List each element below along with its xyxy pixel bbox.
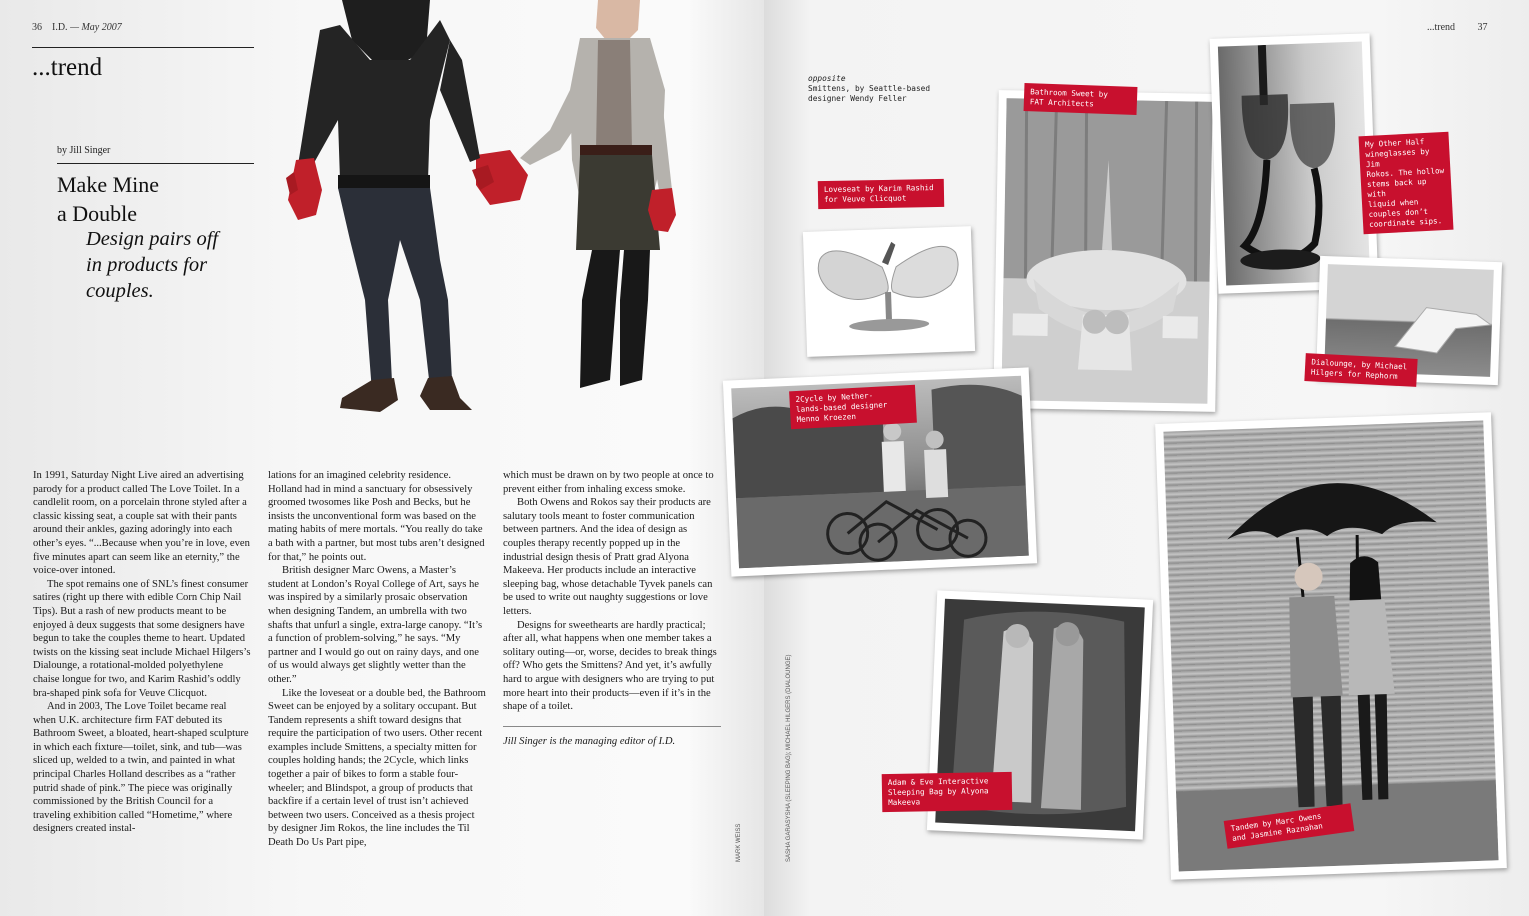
paragraph: The spot remains one of SNL’s finest consumer satires (right up there with edible Corn Chip Nail Tips). But a rash of new products meant to be enjoyed à deux suggests that some designers have begun to take the couples theme to heart. Updated twists on the kissing seat include Michael Hilgers’s Dialounge, a rotational-molded polyethylene chaise longue for two, and Karim Rashid’s oddly bra-shaped pink sofa for Veuve Clicquot. <box>33 578 251 699</box>
section-rule <box>32 47 254 48</box>
author-note: Jill Singer is the managing editor of I.D. <box>503 726 721 749</box>
paragraph: British designer Marc Owens, a Master’s student at London’s Royal College of Art, says he was inspired by a similarly prosaic observation when designing Tandem, an umbrella with two shafts that unfurl a single, extra-large canopy. “It’s a function of problem-solving,” he says. “My partner and I would go out on rainy days, and one of us would always get slightly wetter than the other.” <box>268 565 483 685</box>
opposite-text: Smittens, by Seattle-based designer Wendy Feller <box>808 84 931 103</box>
photo-credit-right: SASHA GARASYSHA (SLEEPING BAG); MICHAEL HILGERS (DIALOUNGE) <box>786 654 792 862</box>
article-column-3 <box>503 469 721 748</box>
right-section: ...trend <box>1427 22 1456 33</box>
headline-line-2: a Double <box>57 201 138 226</box>
opposite-caption <box>808 74 948 104</box>
tandem-caption: Tandem by Marc Owens and Jasmine Raznahan <box>1224 803 1355 849</box>
page-number-left: 36 <box>32 22 42 33</box>
wineglasses-photo <box>1210 33 1379 293</box>
deck-line-3: couples. <box>86 280 154 302</box>
headline <box>57 170 257 228</box>
opposite-label: opposite <box>808 74 846 83</box>
smittens-couple-photo <box>280 0 700 445</box>
byline: by Jill Singer <box>57 145 111 156</box>
deck <box>86 226 271 304</box>
bathroom-sweet-photo <box>993 90 1221 412</box>
right-folio <box>1427 22 1488 33</box>
deck-line-2: in products for <box>86 254 208 276</box>
deck-line-1: Design pairs off <box>86 228 219 250</box>
article-column-1 <box>33 469 251 836</box>
headline-line-1: Make Mine <box>57 172 160 197</box>
2cycle-caption: 2Cycle by Nether- lands-based designer Menno Kroezen <box>789 385 917 430</box>
headline-rule <box>57 163 254 164</box>
issue-name: I.D. <box>52 22 68 33</box>
bathroom-caption: Bathroom Sweet by FAT Architects <box>1024 83 1138 115</box>
paragraph: Like the loveseat or a double bed, the Bathroom Sweet can be enjoyed by a solitary occupant. But Tandem represents a shift toward designs that require the participation of two users. Other recent examples include Smittens, a specialty mitten for couples holding hands; the 2Cycle, which links together a pair of bikes to form a stable four-wheeler; and Blindspot, a group of products that backfire if a certain level of trust isn’t achieved between two users. Conceived as a thesis project by designer Jim Rokos, the line includes the Til Death Do Us Part pipe, <box>268 687 486 849</box>
paragraph: which must be drawn on by two people at once to prevent either from inhaling excess smoke. <box>503 470 714 495</box>
paragraph: Designs for sweethearts are hardly practical; after all, what happens when one member takes a solitary outing—or, worse, decides to break things off? Who gets the Smittens? And yet, it’s awfully hard to argue with designers who are trying to put more heart into their products—even if it’s in the shape of a toilet. <box>503 619 717 713</box>
article-column-2 <box>268 469 486 850</box>
photo-credit-left: MARK WEISS <box>736 823 742 862</box>
paragraph: Both Owens and Rokos say their products are salutary tools meant to foster communication between partners. And the idea of design as couples therapy recently popped up in the industrial design thesis of Pratt grad Alyona Makeeva. Her products include an interactive sleeping bag, whose detachable Tyvek panels can be used to write out naughty suggestions or love letters. <box>503 497 713 617</box>
wineglasses-caption: My Other Half wineglasses by Jim Rokos. The hollow stems back up with liquid when couples don’t coordinate sips. <box>1358 132 1453 235</box>
section-title: ...trend <box>32 54 103 81</box>
dialounge-caption: Dialounge, by Michael Hilgers for Rephorm <box>1304 353 1417 387</box>
paragraph: lations for an imagined celebrity residence. Holland had in mind a sanctuary for obsessively groomed twosomes like Posh and Becks, but he insists the unconventional form was based on the mating habits of mere mortals. “You really do take a bath with a partner, but most tubs aren’t designed for that,” he points out. <box>268 470 485 563</box>
paragraph: In 1991, Saturday Night Live aired an advertising parody for a product called The Love Toilet. In a candlelit room, on a porcelain throne styled after a classic kissing seat, a couple sat with their pants around their ankles, gazing adoringly into each other’s eyes. “...Because when you’re in love, even five minutes apart can seem like an eternity,” the voice-over intoned. <box>33 470 250 577</box>
loveseat-caption: Loveseat by Karim Rashid for Veuve Clicquot <box>818 179 944 209</box>
loveseat-photo <box>803 226 975 357</box>
paragraph: And in 2003, The Love Toilet became real when U.K. architecture firm FAT debuted its Bathroom Sweet, a bloated, heart-shaped sculpture in which each fixture—toilet, sink, and tub—was sliced up, welded to a twin, and painted in what principal Charles Holland describes as a “rather putrid shade of pink.” The piece was originally commissioned by the British Council for a traveling exhibition called “Hometime,” where designers created instal- <box>33 701 249 835</box>
left-folio <box>32 22 122 33</box>
page-number-right: 37 <box>1477 22 1488 33</box>
sleeping-bag-caption: Adam & Eve Interactive Sleeping Bag by Alyona Makeeva <box>882 772 1013 812</box>
issue-date: — May 2007 <box>67 22 122 33</box>
